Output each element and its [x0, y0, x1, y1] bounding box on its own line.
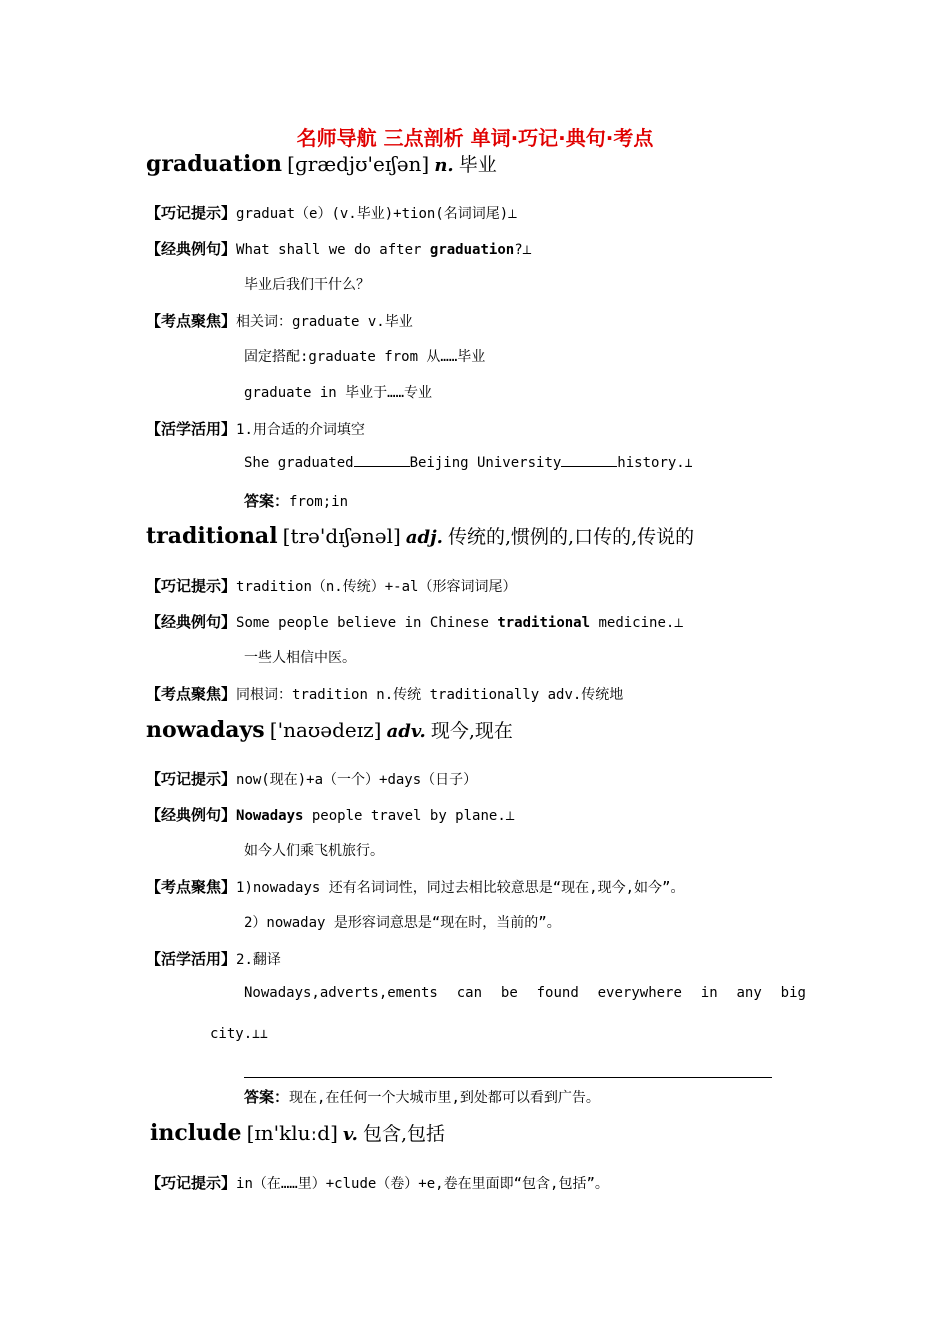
focus-line	[146, 683, 623, 704]
annotation-mark-icon: ⟂	[252, 1027, 260, 1042]
focus-text: 同根词：tradition n.传统 traditionally adv.传统地	[236, 687, 624, 703]
headword: traditional	[146, 523, 278, 549]
fill-blank	[354, 454, 410, 467]
example-text: medicine.	[590, 615, 675, 631]
exercise-line	[146, 418, 365, 439]
tip-text: now(现在)+a（一个）+days（日子）	[236, 772, 478, 788]
translation-text: 如今人们乘飞机旅行。	[244, 843, 384, 859]
example-line	[146, 238, 531, 259]
focus-line	[146, 310, 413, 331]
section-label: 【活学活用】	[146, 950, 237, 968]
section-label: 【经典例句】	[146, 613, 237, 631]
example-text: ?	[514, 242, 523, 258]
sentence-word: Nowadays,adverts,ements	[244, 985, 438, 1001]
phonetic: ['naʊədeɪz]	[269, 718, 382, 742]
headword: graduation	[146, 151, 283, 177]
part-of-speech: adj.	[405, 527, 443, 548]
exercise-text: history.	[617, 455, 685, 471]
meaning: 毕业	[458, 154, 497, 176]
section-label: 【活学活用】	[146, 420, 237, 438]
sentence-word: be	[500, 985, 518, 1001]
focus-text: graduate in 毕业于……专业	[244, 385, 433, 401]
meaning: 传统的,惯例的,口传的,传说的	[448, 526, 695, 548]
focus-line	[244, 382, 432, 402]
part-of-speech: n.	[434, 155, 454, 176]
entry-heading-include	[150, 1119, 445, 1146]
tip-text: graduat（e）(v.毕业)+tion(名词词尾)	[236, 206, 509, 222]
example-text: What shall we do after	[236, 242, 430, 258]
translation-sentence-end	[210, 1026, 268, 1042]
translation-text: 毕业后我们干什么？	[244, 277, 370, 293]
answer-text: from;in	[289, 494, 349, 510]
meaning: 包含,包括	[363, 1123, 446, 1145]
phonetic: [ɪn'kluːd]	[246, 1121, 338, 1145]
exercise-line	[146, 948, 281, 969]
entry-heading-graduation	[146, 150, 497, 177]
sentence-word: big	[780, 985, 806, 1001]
focus-text: 固定搭配:graduate from 从……毕业	[244, 349, 486, 365]
annotation-mark-icon: ⟂	[684, 456, 693, 471]
example-text: Some people believe in Chinese	[236, 615, 498, 631]
example-translation	[244, 840, 384, 860]
sentence-word: everywhere	[597, 985, 682, 1001]
tip-line	[146, 768, 477, 789]
sentence-word: city.	[210, 1026, 253, 1042]
meaning: 现今,现在	[430, 720, 513, 742]
annotation-mark-icon: ⟂	[505, 809, 515, 824]
tip-text: in（在……里）+clude（卷）+e,卷在里面即“包含,包括”。	[236, 1176, 609, 1192]
focus-line	[244, 346, 485, 366]
exercise-sentence	[244, 454, 693, 471]
example-line	[146, 804, 514, 825]
tip-text: tradition（n.传统）+-al（形容词词尾）	[236, 579, 517, 595]
headword: nowadays	[146, 717, 265, 743]
focus-line	[244, 912, 561, 932]
part-of-speech: adv.	[386, 721, 426, 742]
section-label: 【巧记提示】	[146, 1174, 237, 1192]
answer-line	[244, 490, 348, 511]
answer-text: 现在,在任何一个大城市里,到处都可以看到广告。	[289, 1090, 600, 1106]
sentence-word: found	[536, 985, 579, 1001]
section-label: 【巧记提示】	[146, 577, 237, 595]
annotation-mark-icon: ⟂	[259, 1027, 268, 1042]
page-title: 名师导航 三点剖析 单词·巧记·典句·考点	[296, 126, 654, 150]
example-keyword: Nowadays	[236, 808, 304, 824]
focus-text: 2）nowaday 是形容词意思是“现在时，当前的”。	[244, 915, 561, 931]
exercise-text: 2.翻译	[236, 952, 281, 968]
example-line	[146, 611, 683, 632]
example-translation	[244, 647, 356, 667]
translation-sentence	[244, 985, 806, 1001]
annotation-mark-icon: ⟂	[508, 207, 517, 222]
answer-line-rule	[244, 1077, 772, 1078]
section-label: 【经典例句】	[146, 240, 237, 258]
tip-line	[146, 1172, 609, 1193]
entry-heading-nowadays	[146, 716, 513, 743]
section-label: 【巧记提示】	[146, 770, 237, 788]
section-label: 【考点聚焦】	[146, 878, 237, 896]
exercise-text: Beijing University	[409, 455, 562, 471]
example-translation	[244, 274, 370, 294]
sentence-word: in	[700, 985, 718, 1001]
sentence-word: any	[736, 985, 762, 1001]
focus-text: 1)nowadays 还有名词词性，同过去相比较意思是“现在,现今,如今”。	[236, 880, 685, 896]
section-label: 【考点聚焦】	[146, 685, 237, 703]
tip-line	[146, 202, 517, 223]
focus-line	[146, 876, 684, 897]
section-label: 【巧记提示】	[146, 204, 237, 222]
annotation-mark-icon: ⟂	[674, 616, 683, 631]
tip-line	[146, 575, 516, 596]
section-label: 【经典例句】	[146, 806, 237, 824]
exercise-text: 1.用合适的介词填空	[236, 422, 365, 438]
sentence-word: can	[456, 985, 483, 1001]
example-keyword: graduation	[429, 242, 515, 258]
answer-line	[244, 1086, 600, 1107]
annotation-mark-icon: ⟂	[522, 243, 532, 258]
answer-label: 答案：	[244, 1088, 290, 1106]
focus-text: 相关词：graduate v.毕业	[236, 314, 413, 330]
example-text: people travel by plane.	[303, 808, 506, 824]
fill-blank	[561, 454, 617, 467]
example-keyword: traditional	[497, 615, 591, 631]
part-of-speech: v.	[343, 1124, 358, 1145]
headword: include	[150, 1120, 242, 1146]
translation-text: 一些人相信中医。	[244, 650, 356, 666]
entry-heading-traditional	[146, 522, 694, 549]
answer-label: 答案：	[244, 492, 290, 510]
phonetic: [trə'dɪʃənəl]	[282, 524, 401, 548]
exercise-text: She graduated	[244, 455, 354, 471]
section-label: 【考点聚焦】	[146, 312, 237, 330]
phonetic: [ɡrædjʊ'eɪʃən]	[287, 152, 430, 176]
